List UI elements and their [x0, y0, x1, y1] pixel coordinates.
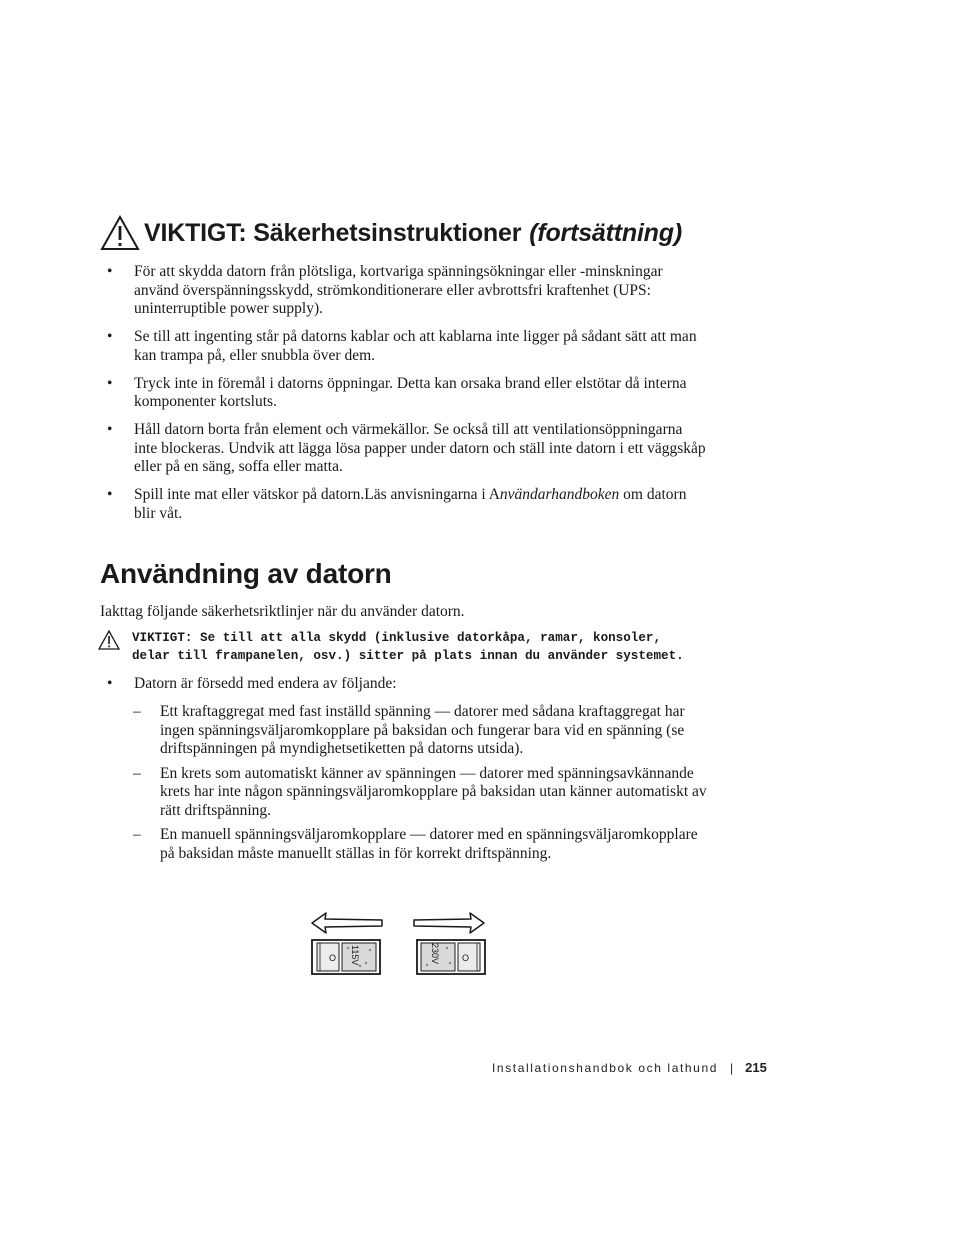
svg-text:O: O — [462, 953, 470, 963]
power-options-list — [100, 703, 710, 869]
list-item-text: Spill inte mat eller vätskor på datorn.Läs anvisningarna i A — [134, 486, 500, 503]
list-item: • Håll datorn borta från element och värmekällor. Se också till att ventilationsöppningarna inte blockeras. Undvik att lägga lösa papper under datorn och ställ inte datorn i ett väggskåp eller på en säng, soffa eller matta. — [100, 421, 706, 477]
switch-label-115v: 115V — [350, 945, 360, 966]
voltage-switch-115 — [312, 940, 380, 974]
manual-title: nvändarhandboken — [499, 486, 620, 503]
footer-separator: | — [730, 1061, 734, 1075]
list-item: • För att skydda datorn från plötsliga, kortvariga spänningsökningar eller -minskningar använd överspänningsskydd, strömkonditionerare eller avbrottsfri kraftenhet (UPS: uninterruptible power supply). — [100, 263, 706, 319]
list-item: • Se till att ingenting står på datorns kablar och att kablarna inte ligger på sådant sätt att man kan trampa på, eller snubbla över dem. — [100, 328, 706, 365]
arrow-left-icon — [312, 913, 382, 933]
safety-bullet-list — [100, 263, 706, 533]
warning-note-text: VIKTIGT: Se till att alla skydd (inklusive datorkåpa, ramar, konsoler, delar till frampanelen, osv.) sitter på plats innan du använder systemet. — [132, 631, 684, 663]
intro-paragraph: Iakttag följande säkerhetsriktlinjer när du använder datorn. — [100, 603, 465, 620]
heading-continuation: (fortsättning) — [529, 218, 682, 247]
warning-icon — [100, 215, 140, 251]
heading-main: VIKTIGT: Säkerhetsinstruktioner — [144, 218, 522, 247]
list-item — [100, 486, 706, 523]
voltage-switch-illustration — [300, 905, 500, 985]
list-item: – Ett kraftaggregat med fast inställd spänning — datorer med sådana kraftaggregat har ingen spänningsväljaromkopplare på baksidan och fungerar bara vid en spänning (se driftspänningen på myndighetsetiketten på datorns utsida). — [100, 703, 710, 759]
power-bullet-list — [100, 675, 706, 703]
list-item-text: om datorn blir våt. — [134, 486, 687, 522]
voltage-switch-230 — [417, 940, 485, 974]
warning-icon — [98, 630, 120, 650]
list-item: • Datorn är försedd med endera av följande: — [100, 675, 706, 694]
footer-title: Installationshandbok och lathund — [492, 1061, 718, 1075]
warning-note — [98, 630, 698, 665]
arrow-right-icon — [414, 913, 484, 933]
list-item: – En manuell spänningsväljaromkopplare — datorer med en spänningsväljaromkopplare på baksidan måste manuellt ställas in för korrekt driftspänning. — [100, 826, 710, 863]
section-heading-usage: Användning av datorn — [100, 558, 392, 589]
page-number: 215 — [745, 1060, 767, 1075]
switch-label-230v: 230V — [430, 943, 440, 965]
svg-text:O: O — [329, 953, 337, 963]
page-footer — [492, 1060, 767, 1075]
list-item: • Tryck inte in föremål i datorns öppningar. Detta kan orsaka brand eller elstötar då interna komponenter kortsluts. — [100, 375, 706, 412]
list-item: – En krets som automatiskt känner av spänningen — datorer med spänningsavkännande krets har inte någon spänningsväljaromkopplare på baksidan utan känner automatiskt av rätt driftspänning. — [100, 765, 710, 821]
section-heading-safety — [100, 212, 682, 254]
